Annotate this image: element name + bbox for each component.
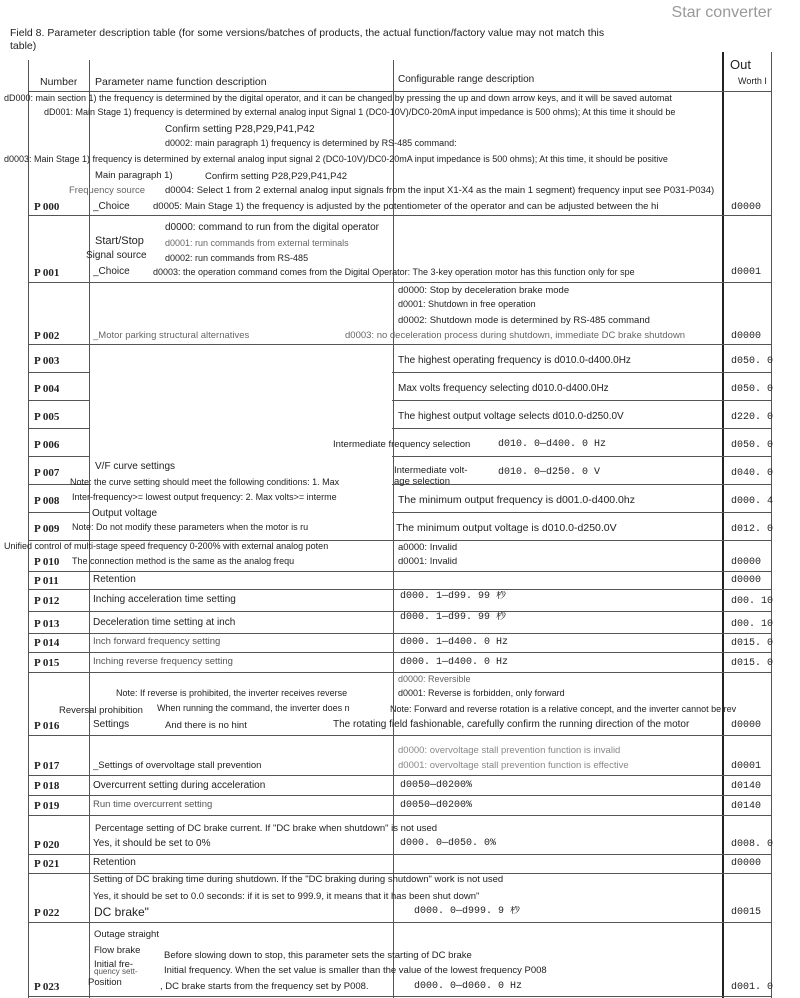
default-value: d015. 0 — [731, 638, 774, 649]
desc-line: d0000: command to run from the digital operator — [165, 222, 380, 233]
param-number: P 015 — [34, 657, 60, 669]
desc-line: d0000: Reversible — [398, 674, 471, 684]
param-number: P 023 — [34, 981, 60, 993]
dc-brake-label: Flow brake — [94, 945, 141, 956]
desc-line: d0004: Select 1 from 2 external analog input signals from the input X1-X4 as the main 1 segment) frequency input see P031-P034) — [165, 185, 715, 196]
param-number: P 013 — [34, 618, 60, 630]
default-value: d008. 0 — [731, 839, 774, 850]
mid-volt-label: Intermediate volt- — [394, 465, 468, 476]
default-value: d0001 — [731, 761, 762, 772]
desc-line: Yes, it should be set to 0.0 seconds: if it is set to 999.9, it means that it has been shut down" — [93, 891, 480, 902]
param-name: _Motor parking structural alternatives — [93, 330, 250, 341]
header-out: Out — [730, 57, 751, 72]
dc-brake-label: Outage straight — [94, 929, 159, 940]
header-name: Parameter name function description — [95, 76, 267, 88]
desc-line: d0002: main paragraph 1) frequency is determined by RS-485 command: — [165, 138, 457, 148]
desc-line: d0002: run commands from RS-485 — [165, 253, 309, 263]
desc-line: Setting of DC braking time during shutdown. If the "DC braking during shutdown" work is not used — [93, 874, 504, 885]
param-name: Inching acceleration time setting — [93, 594, 236, 605]
param-number: P 017 — [34, 760, 60, 772]
default-value: d0000 — [731, 331, 762, 342]
desc-line: Initial frequency. When the set value is smaller than the value of the lowest frequency P008 — [164, 965, 547, 976]
param-name: Inch forward frequency setting — [93, 636, 221, 647]
default-value: d050. 0 — [731, 356, 774, 367]
vf-output-voltage: Output voltage — [92, 508, 158, 519]
mid-volt-label: age selection — [394, 476, 450, 487]
param-number: P 009 — [34, 523, 60, 535]
default-value: d0000 — [731, 557, 762, 568]
choice-label: _Choice — [93, 266, 130, 277]
range-text: d010. 0—d400. 0 Hz — [498, 439, 607, 450]
source-label: Signal source — [86, 250, 147, 261]
desc-line: d0003: Main Stage 1) frequency is determined by external analog input signal 2 (DC0-10V)/DC0-20mA input impedance is 500 ohms); At this time, it should be positive — [4, 154, 668, 164]
param-number: P 021 — [34, 858, 60, 870]
desc-line: d0000: overvoltage stall prevention function is invalid — [398, 745, 621, 756]
vf-note: Note: the curve setting should meet the following conditions: 1. Max — [70, 477, 340, 487]
desc-line: d0002: Shutdown mode is determined by RS-485 command — [398, 315, 650, 326]
default-value: d050. 0 — [731, 384, 774, 395]
param-number: P 004 — [34, 383, 60, 395]
param-number: P 016 — [34, 720, 60, 732]
brand-title: Star converter — [671, 4, 772, 21]
desc-line: dD001: Main Stage 1) frequency is determined by external analog input Signal 1 (DC0-10V)/DC0-20mA input impedance is 500 ohms); At this time it should be — [44, 107, 676, 117]
vf-title: V/F curve settings — [95, 461, 176, 472]
source-label: Frequency source — [69, 185, 146, 196]
range-text: The minimum output frequency is d001.0-d400.0hz — [398, 494, 635, 506]
desc-line: Confirm setting P28,P29,P41,P42 — [205, 171, 348, 182]
vf-note: Note: Do not modify these parameters when the motor is ru — [72, 522, 309, 532]
param-number: P 000 — [34, 201, 60, 213]
desc-line: The connection method is the same as the analog frequ — [72, 556, 295, 566]
default-value: d0015 — [731, 907, 762, 918]
vf-note: Inter-frequency>= lowest output frequency: 2. Max volts>= interme — [72, 492, 337, 502]
param-number: P 002 — [34, 330, 60, 342]
default-value: d0001 — [731, 267, 762, 278]
range-text: d000. 0—d060. 0 Hz — [414, 981, 523, 992]
default-value: d0000 — [731, 858, 762, 869]
choice-label: _Choice — [93, 201, 130, 212]
source-label: Main paragraph 1) — [95, 170, 173, 181]
desc-line: Yes, it should be set to 0% — [93, 838, 211, 849]
default-value: d001. 0 — [731, 982, 774, 993]
param-number: P 006 — [34, 439, 60, 451]
desc-line: DC brake" — [94, 905, 149, 919]
default-value: d0000 — [731, 202, 762, 213]
default-value: d0140 — [731, 781, 762, 792]
range-text: d000. 1—d400. 0 Hz — [400, 657, 509, 668]
default-value: d0000 — [731, 575, 762, 586]
range-text: d010. 0—d250. 0 V — [498, 467, 601, 478]
param-number: P 014 — [34, 637, 60, 649]
param-number: P 003 — [34, 355, 60, 367]
param-number: P 001 — [34, 267, 60, 279]
default-value: d220. 0 — [731, 412, 774, 423]
range-text: d000. 0—d999. 9 秒 — [414, 906, 521, 917]
param-name: Deceleration time setting at inch — [93, 617, 236, 628]
desc-line: Percentage setting of DC brake current. If "DC brake when shutdown" is not used — [95, 823, 438, 834]
default-value: d00. 10 — [731, 596, 774, 607]
param-name: Overcurrent setting during acceleration — [93, 780, 266, 791]
param-number: P 008 — [34, 495, 60, 507]
desc-line: Note: If reverse is prohibited, the inverter receives reverse — [116, 688, 348, 698]
range-text: d000. 1—d99. 99 秒 — [400, 612, 507, 623]
desc-line: d0003: the operation command comes from the Digital Operator: The 3-key operation motor has this function only for spe — [153, 267, 635, 277]
desc-line: dD000: main section 1) the frequency is determined by the digital operator, and it can be changed by pressing the up and down arrow keys, and it will be saved automat — [4, 93, 672, 103]
param-number: P 005 — [34, 411, 60, 423]
param-name: Retention — [93, 574, 136, 585]
param-name: Retention — [93, 857, 136, 868]
desc-line: d0001: Shutdown in free operation — [398, 299, 536, 309]
desc-line: d0005: Main Stage 1) the frequency is adjusted by the potentiometer of the operator and can be adjusted between the hi — [153, 201, 659, 212]
param-name: Run time overcurrent setting — [93, 799, 213, 810]
default-value: d040. 0 — [731, 468, 774, 479]
range-text: d0050—d0200% — [400, 800, 473, 811]
desc-line: , DC brake starts from the frequency set by P008. — [160, 981, 369, 992]
param-number: P 012 — [34, 595, 60, 607]
desc-line: Before slowing down to stop, this parameter sets the starting of DC brake — [164, 950, 472, 961]
desc-line: Unified control of multi-stage speed frequency 0-200% with external analog poten — [4, 541, 329, 551]
dc-brake-label: Initial fre- — [94, 959, 134, 970]
header-worth: Worth I — [738, 76, 767, 86]
mid-freq-label: Intermediate frequency selection — [333, 439, 471, 450]
range-text: d0050—d0200% — [400, 780, 473, 791]
range-text: Max volts frequency selecting d010.0-d400.0Hz — [398, 383, 609, 394]
header-number: Number — [40, 76, 78, 88]
range-text: d000. 1—d99. 99 秒 — [400, 591, 507, 602]
param-number: P 020 — [34, 839, 60, 851]
param-number: P 010 — [34, 556, 60, 568]
desc-line: a0000: Invalid — [398, 542, 458, 553]
desc-line: d0001: overvoltage stall prevention function is effective — [398, 760, 629, 771]
source-label: Start/Stop — [95, 235, 144, 247]
default-value: d015. 0 — [731, 658, 774, 669]
default-value: d012. 0 — [731, 524, 774, 535]
desc-line: d0000: Stop by deceleration brake mode — [398, 285, 570, 296]
reverse-label: Settings — [93, 719, 130, 730]
range-text: d000. 1—d400. 0 Hz — [400, 637, 509, 648]
range-text: d000. 0—d050. 0% — [400, 838, 497, 849]
default-value: d000. 4 — [731, 496, 774, 507]
desc-line: d0001: run commands from external terminals — [165, 238, 349, 248]
desc-line: Note: Forward and reverse rotation is a relative concept, and the inverter cannot be rev — [390, 704, 737, 714]
desc-line: When running the command, the inverter does n — [157, 703, 350, 713]
param-number: P 007 — [34, 467, 60, 479]
param-number: P 018 — [34, 780, 60, 792]
default-value: d00. 10 — [731, 619, 774, 630]
desc-line: And there is no hint — [165, 720, 247, 731]
header-range: Configurable range description — [398, 74, 535, 85]
default-value: d050. 0 — [731, 440, 774, 451]
default-value: d0000 — [731, 720, 762, 731]
param-number: P 019 — [34, 800, 60, 812]
param-name: _Settings of overvoltage stall prevention — [93, 760, 262, 771]
dc-brake-label: quency sett- — [94, 967, 138, 976]
reverse-label: Reversal prohibition — [59, 705, 143, 716]
default-value: d0140 — [731, 801, 762, 812]
desc-line: Confirm setting P28,P29,P41,P42 — [165, 124, 315, 135]
dc-brake-label: Position — [88, 977, 122, 988]
table-caption: Field 8. Parameter description table (for some versions/batches of products, the actual function/factory value may not match this table) — [10, 27, 605, 53]
range-text: The highest operating frequency is d010.0-d400.0Hz — [398, 355, 631, 366]
desc-line: d0001: Invalid — [398, 556, 458, 567]
range-text: The highest output voltage selects d010.0-d250.0V — [398, 411, 624, 422]
range-text: The minimum output voltage is d010.0-d250.0V — [396, 522, 617, 534]
desc-line: The rotating field fashionable, carefully confirm the running direction of the motor — [333, 719, 690, 730]
param-number: P 011 — [34, 575, 59, 587]
desc-line: d0001: Reverse is forbidden, only forward — [398, 688, 565, 698]
param-number: P 022 — [34, 907, 60, 919]
param-name: Inching reverse frequency setting — [93, 656, 233, 667]
desc-line: d0003: no deceleration process during shutdown, immediate DC brake shutdown — [345, 330, 686, 341]
